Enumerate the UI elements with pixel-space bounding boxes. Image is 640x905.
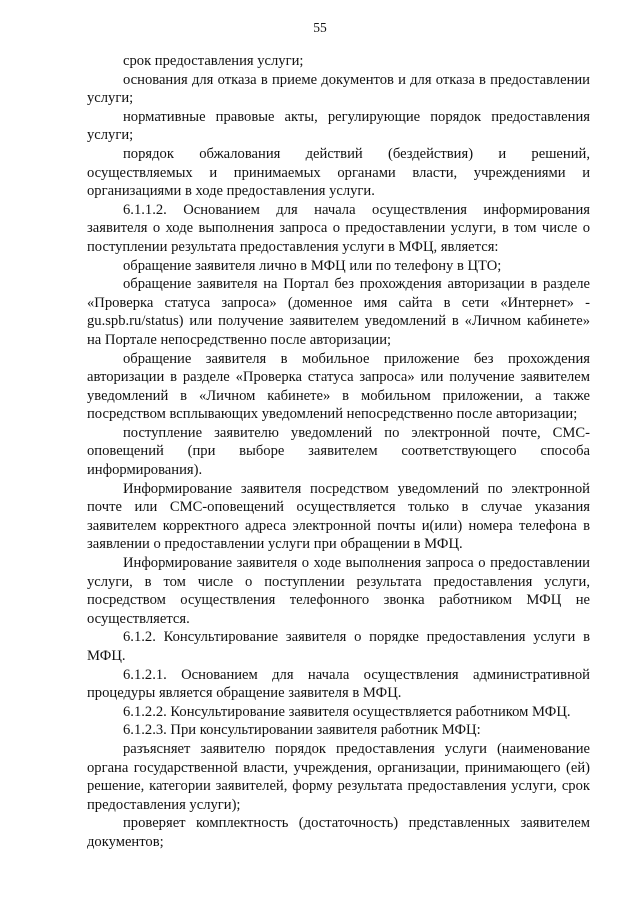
- paragraph-in-person-request: обращение заявителя лично в МФЦ или по телефону в ЦТО;: [123, 257, 502, 274]
- document-body: [87, 52, 590, 852]
- paragraph-6-1-2-1: 6.1.2.1. Основанием для начала осуществления административной процедуры является обращение заявителя в МФЦ.: [87, 666, 590, 702]
- paragraph-legal-acts: нормативные правовые акты, регулирующие порядок предоставления услуги;: [87, 108, 590, 144]
- page-number: 55: [313, 20, 327, 35]
- paragraph-explains-procedure: разъясняет заявителю порядок предоставления услуги (наименование органа государственной власти, учреждения, организации, принимающего (ей) решение, категории заявителей, форму результата предоставления услуги, срок предоставления услуги);: [87, 740, 590, 813]
- paragraph-6-1-2: 6.1.2. Консультирование заявителя о порядке предоставления услуги в МФЦ.: [87, 629, 590, 664]
- paragraph-appeal-procedure: порядок обжалования действий (бездействия) и решений, осуществляемых и принимаемых органами власти, учреждениями и организациями в ходе предоставления услуги.: [87, 145, 590, 200]
- paragraph-notification-conditions: Информирование заявителя посредством уведомлений по электронной почте или СМС-оповещений осуществляется только в случае указания заявителем корректного адреса электронной почты и(или) номера телефона в заявлении о предоставлении услуги при обращении в МФЦ.: [87, 480, 590, 553]
- paragraph-portal-request: обращение заявителя на Портал без прохождения авторизации в разделе «Проверка статуса запроса» (доменное имя сайта в сети «Интернет» - gu.spb.ru/status) или получение заявителем уведомлений в «Личном кабинете» на Портале непосредственно после авторизации;: [87, 276, 590, 348]
- paragraph-6-1-2-3: 6.1.2.3. При консультировании заявителя работник МФЦ:: [123, 722, 481, 739]
- paragraph-mobile-app-request: обращение заявителя в мобильное приложение без прохождения авторизации в разделе «Проверка статуса запроса» или получение заявителем уведомлений в «Личном кабинете» в мобильном приложении, а также посредством всплывающих уведомлений непосредственно после авторизации;: [87, 350, 590, 423]
- paragraph-6-1-1-2: 6.1.1.2. Основанием для начала осуществления информирования заявителя о ходе выполнения запроса о предоставлении услуги, в том числе о поступлении результата предоставления услуги в МФЦ, является:: [87, 201, 590, 255]
- paragraph-email-sms: поступление заявителю уведомлений по электронной почте, СМС-оповещений (при выборе заявителем соответствующего способа информирования).: [87, 424, 590, 479]
- paragraph-6-1-2-2: 6.1.2.2. Консультирование заявителя осуществляется работником МФЦ.: [123, 703, 571, 720]
- paragraph-refusal-grounds: основания для отказа в приеме документов и для отказа в предоставлении услуги;: [87, 71, 590, 107]
- paragraph-no-phone-calls: Информирование заявителя о ходе выполнения запроса о предоставлении услуги, в том числе о поступлении результата предоставления услуги, посредством осуществления телефонного звонка работником МФЦ не осуществляется.: [87, 555, 590, 627]
- paragraph-service-term: срок предоставления услуги;: [123, 53, 304, 69]
- paragraph-checks-documents: проверяет комплектность (достаточность) представленных заявителем документов;: [87, 815, 590, 850]
